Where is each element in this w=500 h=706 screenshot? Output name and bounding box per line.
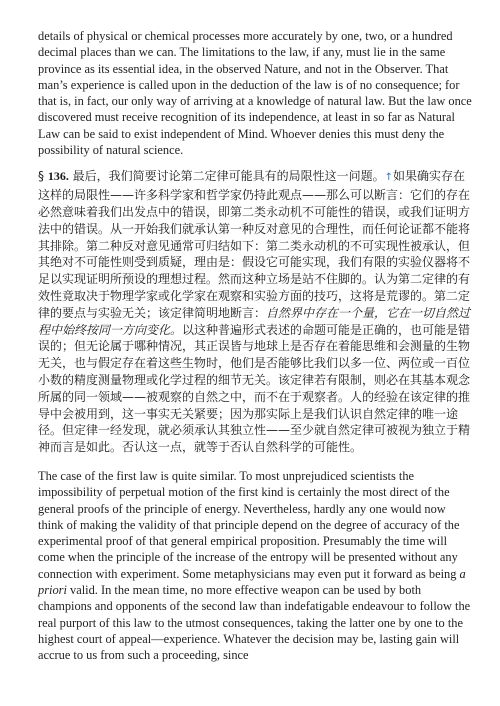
section-italic-statement: 自然界中存在一个量，它在一切自然过程中始终按同一方向变化。 xyxy=(38,305,471,337)
english-paragraph-continued: details of physical or chemical processes more accurately by one, two, or a hundred decimal places than we can. The limitations to the law, if any, must lie in the same province as its essential idea, in the observed Nature, and not in the Observer. That man’s experience is called upon in the deduction of the law is of no consequence; for that is, in fact, our only way of arriving at a knowledge of natural law. But the law once discovered must receive recognition of its independence, at least in so far as Natural Law can be said to exist independent of Mind. Whoever denies this must deny the possibility of natural science. xyxy=(38,29,472,158)
english-paragraph-first-law xyxy=(38,468,472,664)
section-body-text-a: 如果确实存在这样的局限性——许多科学家和哲学家仍持此观点——那么可以断言：它们的存在必然意味着我们出发点中的错误，即第二类永动机不可能性的错误，或我们证明方法中的错误。从一开始我们就承认第一种反对意见的合理性，而任何论证都不能将其排除。第二种反对意见通常可归结如下：第二类永动机的不可实现性被承认，但其绝对不可能性则受到质疑，理由是：假设它可能实现，我们有限的实验仪器将不足以实现证明所预设的理想过程。然而这种立场是站不住脚的。认为第二定律的有效性竟取决于物理学家或化学家在观察和实验方面的技巧，这将是荒谬的。第二定律的要点与实验无关；该定律简明地断言： xyxy=(38,169,471,320)
section-prefix: § xyxy=(38,169,48,184)
section-body-text-b: 以这种普遍形式表述的命题可能是正确的，也可能是错误的；但无论属于哪种情况，其正误皆与地球上是否存在着能思维和会测量的生物无关，也与假定存在着这些生物时，他们是否能够比我们以多一位、两位或一百位小数的精度测量物理或化学过程的细节无关。该定律若有限制，则必在其基本观念所属的同一领域——被观察的自然之中，而不在于观察者。人的经验在该定律的推导中会被用到，这一事实无关紧要；因为那实际上是我们认识自然定律的唯一途径。但定律一经发现，就必须承认其独立性——至少就自然定律可被视为独立于精神而言是如此。否认这一点，就等于否认自然科学的可能性。 xyxy=(38,322,471,455)
first-law-text-b: valid. In the mean time, no more effective weapon can be used by both champions and opponents of the second law than indefatigable endeavour to follow the real purport of this law to the utmost consequences, taking the latter one by one to the highest court of appeal—experience. Whatever the decision may be, lasting gain will accrue to us from such a proceeding, since xyxy=(38,583,471,663)
footnote-up-arrow-icon[interactable]: ↑ xyxy=(384,172,394,184)
chinese-section-136 xyxy=(38,168,472,456)
first-law-text-a: The case of the first law is quite similar. To most unprejudiced scientists the impossibility of perpetual motion of the first kind is certainly the most direct of the general proofs of the principle of energy. Nevertheless, hardly any one would now think of making the validity of that principle depend on the degree of accuracy of the experimental proof of that general empirical proposition. Presumably the time will come when the principle of the increase of the entropy will be presented without any connection with experiment. Some metaphysicians may even put it forward as being xyxy=(38,468,460,581)
section-intro-text: 最后，我们简要讨论第二定律可能具有的局限性这一问题。 xyxy=(68,169,385,184)
section-number: 136. xyxy=(47,169,69,184)
a-priori-italic: a priori xyxy=(38,566,466,597)
document-page xyxy=(38,28,472,663)
